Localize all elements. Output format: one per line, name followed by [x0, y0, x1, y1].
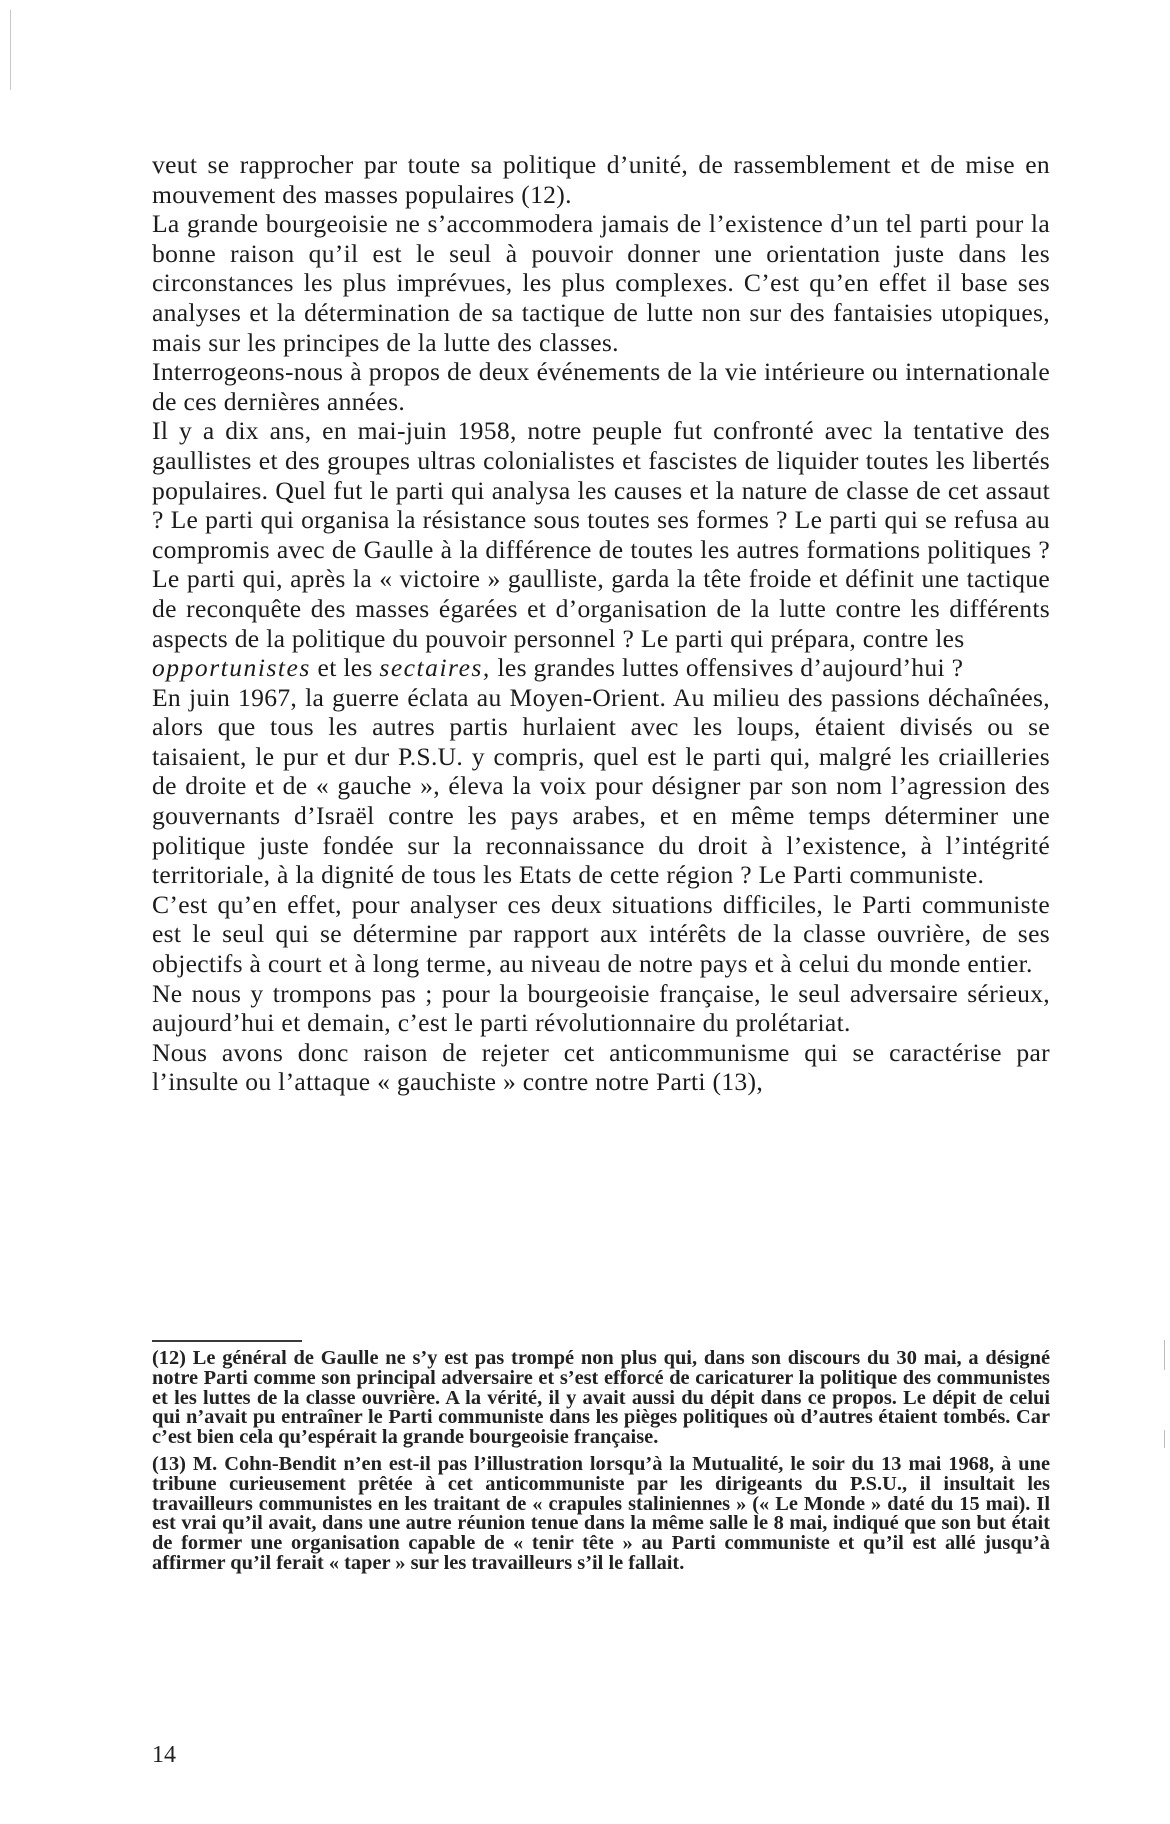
- emphasis-opportunistes: opportunistes: [152, 653, 311, 683]
- paragraph: [152, 416, 1050, 682]
- paragraph: Nous avons donc raison de rejeter cet anticommunisme qui se caractérise par l’insulte ou l’attaque « gauchiste » contre notre Parti (13),: [152, 1037, 1050, 1097]
- paragraph: En juin 1967, la guerre éclata au Moyen-Orient. Au milieu des passions déchaînées, alors que tous les autres partis hurlaient avec les loups, étaient divisés ou se taisaient, le pur et dur P.S.U. y compris, quel est le parti qui, malgré les criailleries de droite et de « gauche », éleva la voix pour désigner par son nom l’agression des gouvernants d’Israël contre les pays arabes, et en même temps déterminer une politique juste fondée sur la reconnaissance du droit à l’existence, à l’intégrité territoriale, à la dignité de tous les Etats de cette région ? Le Parti communiste.: [152, 682, 1050, 890]
- scan-edge-mark: [1164, 1430, 1165, 1448]
- scan-edge-mark: [1164, 1340, 1165, 1370]
- footnote-divider: [152, 1340, 302, 1342]
- page-number: 14: [152, 1742, 176, 1768]
- paragraph-text: Il y a dix ans, en mai-juin 1958, notre peuple fut confronté avec la tentative des gaullistes et des groupes ultras colonialistes et fascistes de liquider toutes les libertés populaires. Quel fut le parti qui analysa les causes et la nature de classe de cet assaut ? Le parti qui organisa la résistance sous toutes ses formes ? Le parti qui se refusa au compromis avec de Gaulle à la différence de toutes les autres formations politiques ? Le parti qui, après la « victoire » gaulliste, garda la tête froide et définit une tactique de reconquête des masses égarées et d’organisation de la lutte contre les différents aspects de la politique du pouvoir personnel ? Le parti qui prépara, contre les: [152, 416, 1050, 653]
- footnote-12: (12) Le général de Gaulle ne s’y est pas trompé non plus qui, dans son discours du 30 mai, a désigné notre Parti comme son principal adversaire et s’est efforcé de caricaturer la politique des communistes et les luttes de la classe ouvrière. A la vérité, il y avait aussi du dépit dans ce propos. Le dépit de celui qui n’avait pu entraîner le Parti communiste dans les pièges politiques où d’autres étaient tombés. Car c’est bien cela qu’espérait la grande bourgeoisie française.: [152, 1347, 1050, 1449]
- paragraph-text: et les: [310, 653, 380, 683]
- paragraph: Interrogeons-nous à propos de deux événements de la vie intérieure ou internationale de ces dernières années.: [152, 357, 1050, 416]
- paragraph-text: les grandes luttes offensives d’aujourd’hui ?: [490, 653, 964, 683]
- paragraph: La grande bourgeoisie ne s’accommodera jamais de l’existence d’un tel parti pour la bonne raison qu’il est le seul à pouvoir donner une orientation juste dans les circonstances les plus imprévues, les plus complexes. C’est qu’en effet il base ses analyses et la détermination de sa tactique de lutte non sur des fantaisies utopiques, mais sur les principes de la lutte des classes.: [152, 209, 1050, 357]
- main-text: [152, 150, 1050, 1097]
- paragraph: C’est qu’en effet, pour analyser ces deux situations difficiles, le Parti communiste est le seul qui se détermine par rapport aux intérêts de la classe ouvrière, de ses objectifs à court et à long terme, au niveau de notre pays et à celui du monde entier.: [152, 889, 1050, 979]
- paragraph: veut se rapprocher par toute sa politique d’unité, de rassemblement et de mise en mouvement des masses populaires (12).: [152, 150, 1050, 209]
- scan-edge-mark: [10, 10, 11, 90]
- paragraph: Ne nous y trompons pas ; pour la bourgeoisie française, le seul adversaire sérieux, aujourd’hui et demain, c’est le parti révolutionnaire du prolétariat.: [152, 978, 1050, 1038]
- footnotes: [152, 1349, 1050, 1581]
- footnote-13: (13) M. Cohn-Bendit n’en est-il pas l’illustration lorsqu’à la Mutualité, le soir du 13 mai 1968, à une tribune curieusement prêtée à cet anticommuniste par les dirigeants du P.S.U., il insultait les travailleurs communistes en les traitant de « crapules staliniennes » (« Le Monde » daté du 15 mai). Il est vrai qu’il avait, dans une autre réunion tenue dans la même salle le 8 mai, indiqué que son but était de former une organisation capable de « tenir tête » au Parti communiste et qu’il est allé jusqu’à affirmer qu’il ferait « taper » sur les travailleurs s’il le fallait.: [152, 1452, 1050, 1574]
- emphasis-sectaires: sectaires,: [379, 653, 491, 683]
